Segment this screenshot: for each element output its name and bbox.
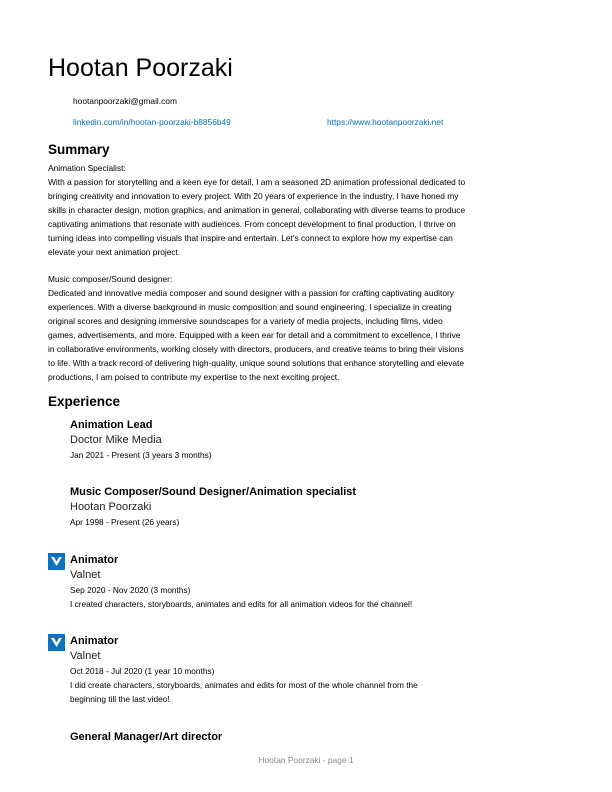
job-dates: Sep 2020 - Nov 2020 (3 months) [70,585,191,595]
job-description: beginning till the last video! [70,694,170,704]
summary-music [48,272,464,384]
summary-label: Music composer/Sound designer: [48,274,173,284]
summary-line: With a passion for storytelling and a keen eye for detail, I am a seasoned 2D animation professional dedicated to [48,177,466,187]
job-title: Animator [70,554,119,566]
job-company: Hootan Poorzaki [70,501,152,513]
summary-animation [48,161,465,259]
job-title: General Manager/Art director [70,731,223,743]
summary-line: original scores and designing immersive soundscapes for a variety of media projects, including films, video [48,316,443,326]
summary-line: skills in character design, motion graphics, and animation in general, collaborating with diverse teams to produce [48,205,466,215]
summary-line: productions, I am poised to contribute my expertise to the next exciting project. [48,372,340,382]
valnet-logo-icon [48,553,65,570]
experience-heading: Experience [48,394,121,409]
email: hootanpoorzaki@gmail.com [73,96,177,106]
job-title: Music Composer/Sound Designer/Animation specialist [70,486,357,498]
job-dates: Jan 2021 - Present (3 years 3 months) [70,450,212,460]
summary-line: elevate your next animation project. [48,247,181,257]
job-entry [70,418,212,462]
job-description: I did create characters, storyboards, animates and edits for most of the whole channel from the [70,680,418,690]
summary-label: Animation Specialist: [48,163,126,173]
job-dates: Oct 2018 - Jul 2020 (1 year 10 months) [70,666,215,676]
summary-line: in collaborative environments, working closely with directors, producers, and creative teams to bring their visions [48,344,464,354]
summary-line: bringing creativity and innovation to every project. With 20 years of experience in the industry, I have honed my [48,191,459,201]
candidate-name: Hootan Poorzaki [48,54,233,82]
job-description: I created characters, storyboards, animates and edits for all animation videos for the channel! [70,599,413,609]
job-dates: Apr 1998 - Present (26 years) [70,517,180,527]
summary-line: Dedicated and innovative media composer and sound designer with a passion for crafting captivating auditory [48,288,454,298]
job-entry [70,634,418,706]
job-company: Valnet [70,650,101,662]
summary-line: games, advertisements, and more. Equipped with a keen ear for detail and a commitment to excellence, I thrive [48,330,461,340]
job-title: Animator [70,635,119,647]
job-entry [70,553,412,611]
summary-line: experiences. With a diverse background in music composition and sound engineering, I specialize in creating [48,302,452,312]
summary-line: captivating animations that resonate with audiences. From concept development to final production, I thrive on [48,219,456,229]
summary-line: turning ideas into compelling visuals that inspire and entertain. Let's connect to explore how my expertise can [48,233,453,243]
website-link[interactable]: https://www.hootanpoorzaki.net [327,117,444,127]
page-footer: Hootan Poorzaki - page 1 [258,755,354,765]
linkedin-link[interactable]: linkedin.com/in/hootan-poorzaki-b8856b49 [73,117,231,127]
job-title: Animation Lead [70,419,153,431]
valnet-logo-icon [48,634,65,651]
job-entry [70,485,356,529]
job-company: Doctor Mike Media [70,434,162,446]
summary-line: to life. With a track record of delivering high-quality, unique sound solutions that enhance storytelling and elevate [48,358,465,368]
summary-heading: Summary [48,142,110,157]
job-company: Valnet [70,569,101,581]
job-entry [70,730,222,744]
